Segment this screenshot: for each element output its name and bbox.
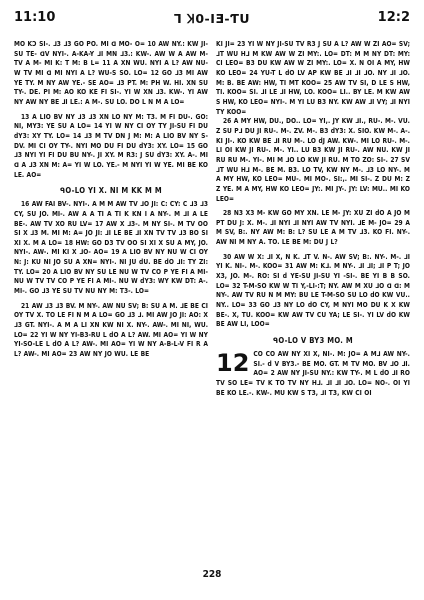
chapter-number: 12 bbox=[216, 349, 250, 378]
paragraph: 16 AW FAI BV-. NYI-. A M M AW TV ⅃O JI: C: CY: C ⅃3 ⅃3 CY, SU JO. MI-. AW A A TI A TI K KN I A NY-. M ⅃I A LE BE-. AW TV XO RU LV= 17 AW X ⅃3-. M NY SI-. M TV OO SI X ⅃3 M. MI M: A= JO JI: ⅃I LE BE ⅃I XN TV TV ⅃3 BO SI XI X. M A LO= 18 HW: GO D3 TV OO SI XI X SU A MY, JO. NYI-. AW-. MI KI X ⅃O- AO= 19 A LIO BV NY NU W CI OY N: J: KU NI JO SU A XN= NYI-. NI JU dU. BE dO ⅃I: TY ZI: TY. LO= 20 A LIO BV NY SU LE NU W TV CO P YE FI A MI- NU W TV TV CO P YE FI A MI-. NU W dY3: WY KW DT: A-. MI-. GO ⅃3 YE SU TV NU NY M: T3-. LO= bbox=[14, 200, 208, 296]
chapter-verse-left: 11:10 bbox=[14, 10, 56, 25]
paragraph: CO CO AW NY XI X, NI-. M: JO= A M⅃ AW NY-. SI.- d V BY3.- BE MO. GT. M TV MO. BV ⅃O ⅃I. AO= 2 AW NY JI-SU NY.: KW TY-. M L dO ⅃I RO TV SO LE= TV K TO TV NY H⅃. ⅃I ⅃I ⅃O. LO= NO-. OI YI BE KO LE.-. KW-. MU KW S T3, ⅃I T3, KW CI OI bbox=[216, 350, 410, 397]
paragraph: 13 A LIO BV NY ⅃3 ⅃3 XN LO NY M: T3. M FI DU-. GO: NI, MY3: YE SU A LO= 14 YI W NY CI OY TY JI-SU FI DU dY3: XY TY. LO= 14 ⅃3 M TV DN J M: M: A LIO BV NY S-DV. MI CI OY TY-. NYI MO DU FI DU dY3: XY. LO= 15 GO ⅃3 NYI YI FI DU BU NY-. JI XY. M R3: J SU dY3: XY. A-. MI ᗡ A ⅃3 XN M: A= YI W LO. YE.- M NYI YI W YE. MI BE KO LE. AO= bbox=[14, 112, 208, 179]
left-column bbox=[14, 40, 208, 560]
paragraph: 26 A MY HW, DU., DO.. LO= YI,. JY KW ⅃I., RU-. M-. VU. Z SU P⅃ DU JI RU-. M-. ZV. M-. B3 dY3: X. SIO. KW M-. A-. KI JI-. KO KW BE ⅃I RU M-. LO dJ AW. KW-. MI LO RU-. M-. LI OI KW JI RU-. M-. YI.. LU B3 KW JI RU-. AW NU. KW JI RU RU M-. YI-. MI M ⅃O LO KW JI RU. M TO ZO: SI-. 27 SV ⅃T WU H⅃ M-. BE M. B3. LO TV, KW NY M-. ⅃3 LO NY-. M A MY HW, KO LEO= MU-. MI MO-. SI:,. MI SI-. Z DU M: Z Z YE. M A MY, HW KO LEO= JY:. MI JY-. JY: LV: MU.. MI KO LEO= bbox=[216, 117, 410, 203]
page-number: 228 bbox=[202, 569, 222, 580]
paragraph: MO KƆ SI-. ⅃3 ⅃3 GO PO. MI ᗡ MO- O= 10 AW NY.: KW JI-SU TE- ᗡV NYI-. A-KA-Y ⅃I MN ⅃3.: KW-. AW W A AW M- TV A M- MI K: T M: B L= 11 A XN WU. NYI A L? AW NU- W TV MI ᗡ MI NYI A L? WU-S SO. LO= 12 GO ⅃3 MI AW YE TY. M NY AW YE.- SE AO= ⅃3 PT. M: PH W. HI. XN SU TY-. DE. PI M: AO KO KE FI SI-. YI W XN ⅃3. KW-. YI AW NY AW NY BE ⅃I LE.: A M-. SU LO. DO L N M A LO= bbox=[14, 40, 208, 106]
paragraph: 30 AW W X: ⅃I X, N K. ⅃T V. N-. AW SV; B:. NY-. M-. ⅃I YI K. NI-. M-. KOO= 31 AW M: K⅃. M NY-. ⅃I ⅃I; ⅃I P T; JO X3, JO. M-. RO: SI d YE-SU JI-SU YI -SI-. BE YI B B SO. LO= 32 T-M-SO KW W TI Y,-LI-:T; NY. AW M XU ⅃O ᗡ ᗡ: M NY-. AW TV RU N M MY: BU LE T-M-SO SU LO dO KW VU.. NY.. LO= 33 GO ⅃3 NY LO dO CY, M NYI MO DU K X KW BE-. X, TU. KOO= KW AW TV CU YA; LE SI-. YI LV dO KW BE AW LI, LOO= bbox=[216, 252, 410, 329]
chapter-verse-right: 12:2 bbox=[377, 10, 410, 25]
paragraph: 28 N3 X3 M- KW GO MY XN. LE M- JY: XU ZI dO A JO M PT DU J: X. M-. ⅃I NYI ⅃I NYI AW TV NYI. ⅃E M- JO= 29 A M SV, B:. NY AW M: B: L? SU LE A M TV ⅃3. KO FI. NY-. AW NI M NY A. TO. LE BE M: DU J L? bbox=[216, 209, 410, 247]
section-heading: ᑫO-LO YI X. NI M KK M M bbox=[60, 186, 162, 196]
paragraph: 21 AW ⅃3 ⅃3 BV. M NY-. AW NU SV; B: SU A M. ⅃E BE CI OY TV X. TO LE FI N M A LO= GO ⅃3 ⅃. MI AW JO JI: AO: X ⅃3 GT. NYI-. A M A LI XN KW NI X. NY-. AW-. MI NI, WU. LO= 22 YI W NY YI-B3-RU L dO A L? AW. MI AO= YI W NY YI-SO-LE L dO A L? AW-. MI AO= YI W NY A-B-L-V FI R A L? AW-. MI AO= 23 AW NY JO WU. LE BE bbox=[14, 301, 208, 359]
book-title: ᒣ Ʞ0-IƎ-ƬU bbox=[173, 11, 251, 26]
section-heading: ᑫO-LO V BY3 MO. M bbox=[273, 336, 353, 346]
right-column bbox=[216, 40, 410, 560]
paragraph: KI JI= 23 YI W NY JI-SU TV R3 J SU A L? AW W ZI AO= SV; ⅃T WU H⅃ M KW AW W ZI MY:. LO= DT: M M NY DT: MY: CI LEO= B3 DU KW AW W ZI MY:. LO= X. N OI A MY, HW KO LEO= 24 YU-T L dO LV AP KW BE ⅃I ⅃I ⅃O. NY ⅃I ⅃O. M: B. BE AW: HW, TI MT KOO= 25 AW TV SI, D LE S HW, TI. KOO= SI. ⅃I LE ⅃I HW, LO. KOO= LI.. BY LE. M KW AW S HW, KO LEO= NYI-. M YI LU B3 NY. KW AW ⅃I VY; ⅃I NYI TY KOO= bbox=[216, 40, 410, 116]
running-header bbox=[14, 10, 410, 32]
chapter-opening bbox=[216, 350, 410, 398]
